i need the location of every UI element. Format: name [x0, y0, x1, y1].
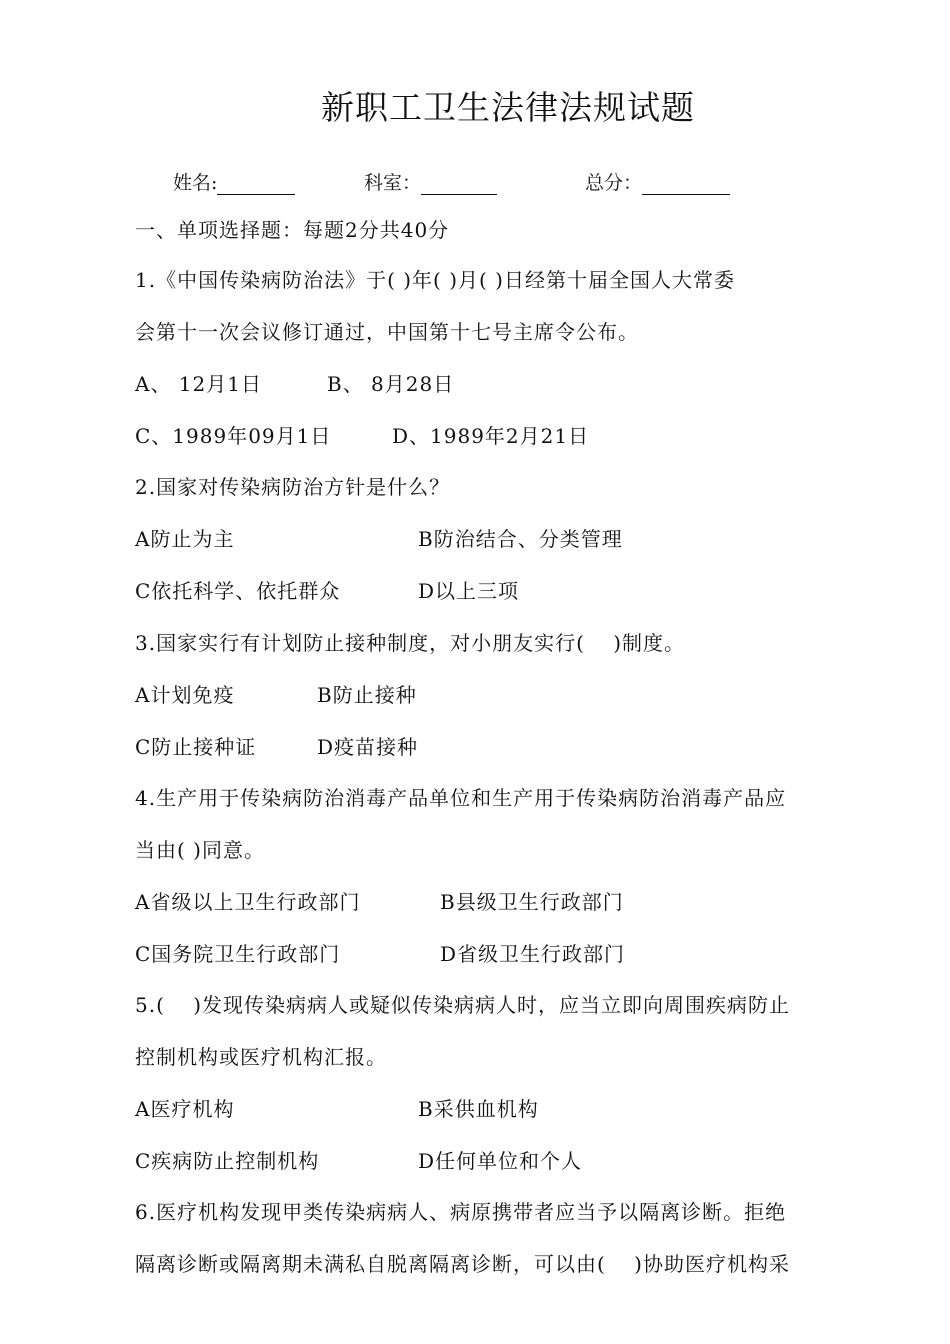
question-4-line-1: 4.生产用于传染病防治消毒产品单位和生产用于传染病防治消毒产品应 [135, 786, 787, 810]
question-2-option-c[interactable]: C依托科学、依托群众 [135, 579, 341, 603]
page-title: 新职工卫生法律法规试题 [321, 88, 695, 127]
dept-label: 科室： [364, 172, 422, 194]
question-1-option-a[interactable]: A、 12月1日 [135, 372, 262, 396]
question-3-line-1: 3.国家实行有计划防止接种制度，对小朋友实行( )制度。 [135, 631, 686, 655]
question-2-line-1: 2.国家对传染病防治方针是什么？ [135, 475, 451, 499]
question-6-line-2: 隔离诊断或隔离期未满私自脱离隔离诊断，可以由( )协助医疗机构采 [135, 1252, 790, 1276]
question-4-option-c[interactable]: C国务院卫生行政部门 [135, 942, 341, 966]
question-3-option-b[interactable]: B防止接种 [317, 683, 417, 707]
question-1-option-d[interactable]: D、1989年2月21日 [392, 424, 590, 448]
score-label: 总分： [585, 172, 643, 194]
question-6-line-1: 6.医疗机构发现甲类传染病病人、病原携带者应当予以隔离诊断。拒绝 [135, 1200, 787, 1224]
question-5-option-d[interactable]: D任何单位和个人 [418, 1149, 583, 1173]
question-1-option-b[interactable]: B、 8月28日 [327, 372, 455, 396]
question-4-option-a[interactable]: A省级以上卫生行政部门 [135, 890, 361, 914]
question-5-option-b[interactable]: B采供血机构 [418, 1097, 539, 1121]
question-3-option-d[interactable]: D疫苗接种 [317, 735, 419, 759]
question-2-option-b[interactable]: B防治结合、分类管理 [418, 527, 623, 551]
question-4-option-d[interactable]: D省级卫生行政部门 [440, 942, 626, 966]
question-5-line-1: 5.( )发现传染病病人或疑似传染病病人时，应当立即向周围疾病防止 [135, 993, 791, 1017]
question-2-option-a[interactable]: A防止为主 [135, 527, 235, 551]
name-field [173, 168, 295, 195]
question-3-option-a[interactable]: A计划免疫 [135, 683, 235, 707]
section-heading: 一、单项选择题：每题2分共40分 [135, 218, 450, 242]
name-label: 姓名: [173, 172, 218, 194]
question-1-line-2: 会第十一次会议修订通过，中国第十七号主席令公布。 [135, 320, 639, 344]
question-4-line-2: 当由( )同意。 [135, 838, 265, 862]
question-3-option-c[interactable]: C防止接种证 [135, 735, 257, 759]
name-blank[interactable] [217, 174, 295, 195]
question-1-line-1: 1.《中国传染病防治法》于( )年( )月( )日经第十届全国人大常委 [135, 268, 735, 292]
question-2-option-d[interactable]: D以上三项 [418, 579, 520, 603]
score-blank[interactable] [642, 174, 730, 195]
question-5-option-a[interactable]: A医疗机构 [135, 1097, 235, 1121]
dept-blank[interactable] [421, 174, 497, 195]
question-1-option-c[interactable]: C、1989年09月1日 [135, 424, 332, 448]
question-4-option-b[interactable]: B县级卫生行政部门 [440, 890, 624, 914]
question-5-line-2: 控制机构或医疗机构汇报。 [135, 1045, 387, 1069]
dept-field [364, 168, 497, 195]
question-5-option-c[interactable]: C疾病防止控制机构 [135, 1149, 320, 1173]
score-field [585, 168, 730, 195]
